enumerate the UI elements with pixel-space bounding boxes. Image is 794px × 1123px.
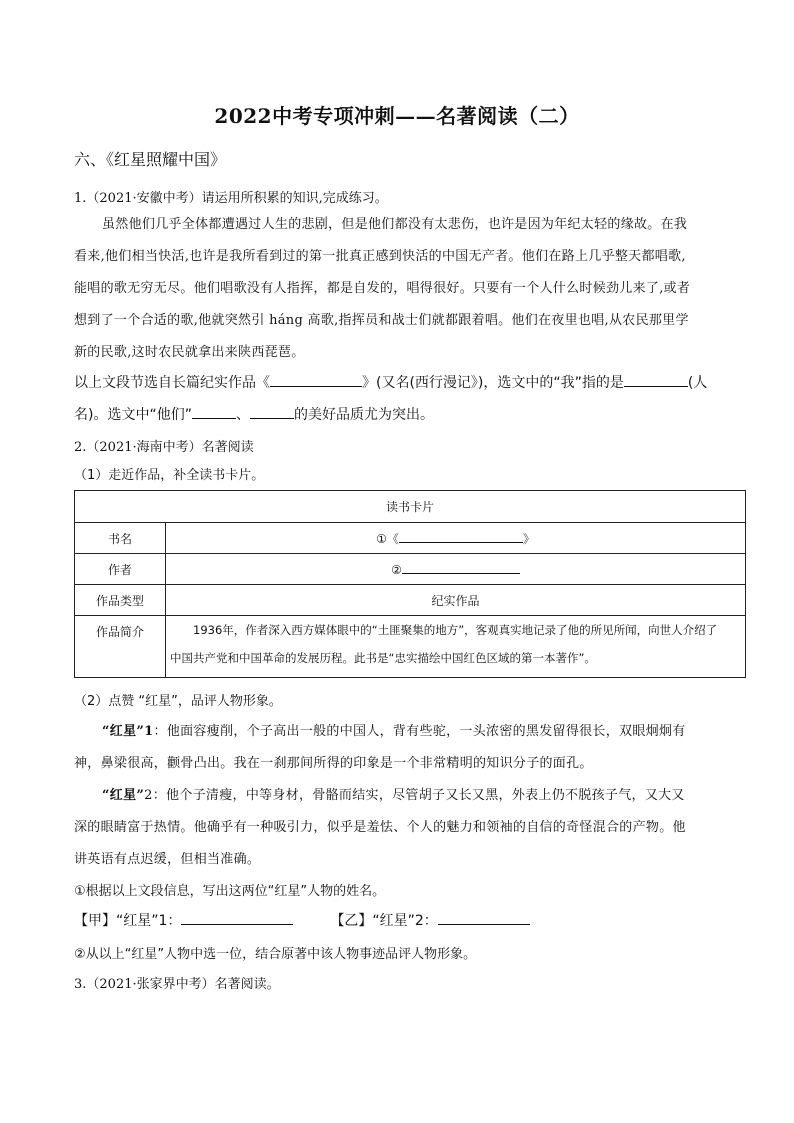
star-1-line-1: [102, 720, 686, 739]
card-row-intro: [75, 616, 746, 678]
q1-task-text-f: 的美好品质尤为突出。: [293, 407, 434, 423]
section-heading: 六、《红星照耀中国》: [74, 150, 227, 169]
reading-card-table: [74, 490, 746, 678]
q1-passage-line-5: 新的民歌,这时农民就拿出来陕西琵琶。: [74, 345, 305, 360]
jia-label: 【甲】“红星”1：: [74, 913, 182, 929]
star-2-label: “红星”: [102, 788, 145, 803]
card-value-intro: [166, 616, 746, 678]
star-1-text-1: ：他面容瘦削，个子高出一般的中国人，背有些驼，一头浓密的黑发留得很长，双眼炯炯有: [153, 724, 686, 739]
card-heading: 读书卡片: [75, 491, 746, 523]
yi-label: 【乙】“红星”2：: [330, 913, 438, 929]
q1-passage-line-2: 看来,他们相当快活,也许是我所看到过的第一批真正感到快活的中国无产者。他们在路上几乎整天都唱歌,: [74, 249, 686, 264]
card-title-prefix: ①《: [376, 531, 399, 546]
card-blank-title[interactable]: [399, 530, 523, 543]
star-1-line-2: 神，鼻梁很高，颧骨凸出。我在一刹那间所得的印象是一个非常精明的知识分子的面孔。: [74, 756, 593, 771]
card-label-genre: 作品类型: [75, 585, 166, 616]
star-2-line-1: [102, 784, 685, 803]
q2-sub-2: （2）点赞 “红星”，品评人物形象。: [74, 694, 282, 709]
q1-task-line-1: [74, 372, 707, 392]
q2-ask-2: ②从以上“红星”人物中选一位，结合原著中该人物事迹品评人物形象。: [74, 947, 477, 962]
jia-answer-blank[interactable]: [181, 912, 293, 925]
star-2-text-1: ：他个子清瘦，中等身材，骨骼而结实，尽管胡子又长又黑，外表上仍不脱孩子气，又大又: [152, 788, 685, 803]
card-row-genre: [75, 585, 746, 616]
card-author-prefix: ②: [391, 563, 402, 577]
card-row-author: [75, 554, 746, 585]
q2-answer-line: [74, 910, 530, 930]
star-1-label: “红星”: [102, 724, 145, 739]
q2-sub-1: （1）走近作品，补全读书卡片。: [74, 468, 265, 483]
card-intro-line-1: 1936年，作者深入西方媒体眼中的“土匪聚集的地方”，客观真实地记录了他的所见所闻，向世人介绍了: [193, 623, 718, 637]
q1-blank-quality-1[interactable]: [192, 406, 236, 419]
card-title-suffix: 》: [522, 531, 535, 546]
card-blank-author[interactable]: [402, 561, 520, 574]
q1-task-text-b: 》(又名(西行漫记》)，选文中的“我”指的是: [362, 375, 624, 391]
q2-ask-1: ①根据以上文段信息，写出这两位“红星”人物的姓名。: [74, 884, 386, 899]
q1-passage-line-1: 虽然他们几乎全体都遭遇过人生的悲剧，但是他们都没有太悲伤，也许是因为年纪太轻的缘故。在我: [102, 217, 688, 232]
card-label-title: 书名: [75, 523, 166, 554]
star-2-line-3: 讲英语有点迟缓，但相当准确。: [74, 852, 261, 867]
star-1-number: 1: [144, 724, 154, 739]
question-3-header: 3.（2021·张家界中考）名著阅读。: [74, 977, 280, 992]
q1-passage-line-4: 想到了一个合适的歌,他就突然引 háng 高歌,指挥员和战士们就都跟着唱。他们在夜里也唱,从农民那里学: [74, 313, 689, 328]
q1-task-text-a: 以上文段节选自长篇纪实作品《: [74, 375, 270, 391]
q1-passage-line-3: 能唱的歌无穷无尽。他们唱歌没有人指挥，都是自发的，唱得很好。只要有一个人什么时候劲儿来了,或者: [74, 281, 691, 296]
star-2-number: 2: [144, 788, 153, 803]
card-label-author: 作者: [75, 554, 166, 585]
yi-answer-blank[interactable]: [438, 912, 530, 925]
q1-blank-narrator[interactable]: [624, 374, 688, 387]
q1-task-text-d: 名)。选文中“他们”: [74, 407, 192, 423]
card-value-title: [166, 523, 746, 554]
q1-task-line-2: [74, 404, 434, 424]
card-row-title: [75, 523, 746, 554]
q1-blank-quality-2[interactable]: [250, 406, 294, 419]
q1-task-text-c: (人: [687, 375, 708, 391]
page-title: 2022中考专项冲刺——名著阅读（二）: [214, 104, 580, 128]
q1-task-text-e: 、: [235, 407, 250, 423]
card-value-author: [166, 554, 746, 585]
star-2-line-2: 深的眼睛富于热情。他确乎有一种吸引力，似乎是羞怯、个人的魅力和领袖的自信的奇怪混合的产物。他: [74, 820, 686, 835]
card-intro-line-2: 中国共产党和中国革命的发展历程。此书是“忠实描绘中国红色区域的第一本著作”。: [170, 651, 596, 665]
card-label-intro: 作品简介: [75, 616, 166, 678]
q1-blank-book[interactable]: [270, 374, 362, 387]
card-value-genre: 纪实作品: [166, 585, 746, 616]
question-2-header: 2.（2021·海南中考）名著阅读: [74, 440, 254, 455]
question-1-header: 1.（2021·安徽中考）请运用所积累的知识,完成练习。: [74, 191, 388, 206]
